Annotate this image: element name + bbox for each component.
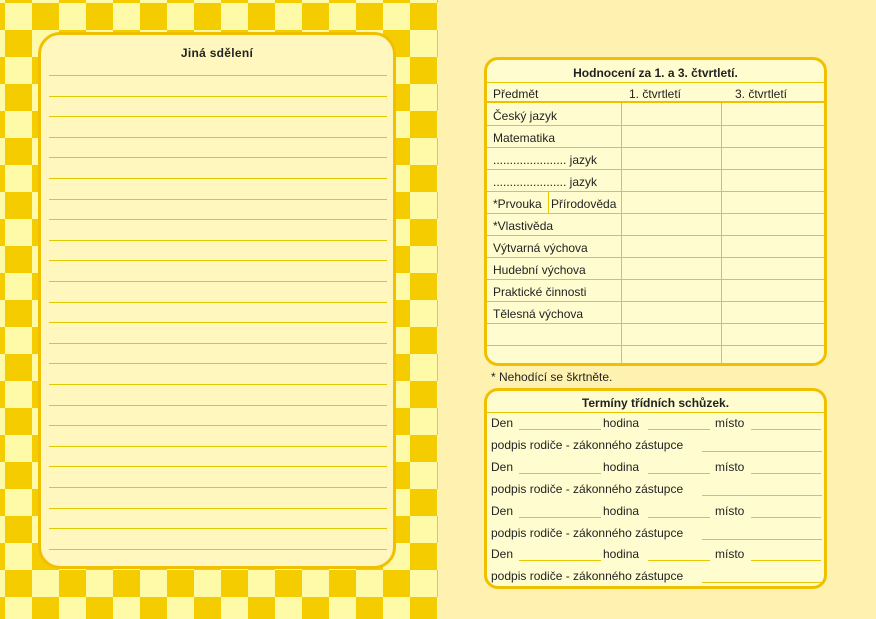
subject-prirodoveda[interactable]: Přírodověda (551, 197, 617, 211)
signature-label: podpis rodiče - zákonného zástupce (491, 438, 684, 452)
misto-label: místo (715, 416, 745, 430)
note-line[interactable] (49, 405, 387, 406)
misto-field[interactable] (751, 517, 821, 518)
footnote: * Nehodící se škrtněte. (491, 370, 613, 384)
subject-label: Praktické činnosti (493, 285, 587, 299)
signature-field[interactable] (702, 495, 822, 496)
note-line[interactable] (49, 199, 387, 200)
grade-cell-q1[interactable] (622, 170, 721, 191)
den-label: Den (491, 459, 514, 474)
grade-cell-q1[interactable] (622, 126, 721, 147)
note-line[interactable] (49, 96, 387, 97)
note-line[interactable] (49, 549, 387, 550)
den-field[interactable] (519, 429, 601, 430)
hodina-field[interactable] (648, 429, 710, 430)
header-subject: Předmět (493, 87, 539, 101)
signature-label: podpis rodiče - zákonného zástupce (491, 481, 684, 496)
misto-label: místo (715, 503, 745, 518)
subject-label: *Vlastivěda (493, 219, 554, 233)
header-q3: 3. čtvrtletí (735, 87, 788, 101)
subject-label: ...................... jazyk (493, 175, 598, 189)
den-field[interactable] (519, 473, 601, 474)
grade-cell-q1[interactable] (622, 148, 721, 169)
hodina-label: hodina (603, 459, 640, 474)
grade-cell-q3[interactable] (722, 236, 822, 257)
note-line[interactable] (49, 157, 387, 158)
den-label: Den (491, 503, 514, 518)
right-page (438, 0, 876, 619)
header-divider (487, 101, 824, 103)
hodina-label: hodina (603, 503, 640, 518)
grade-cell-q3[interactable] (722, 104, 822, 125)
den-label: Den (491, 416, 514, 430)
grade-cell-q1[interactable] (622, 324, 721, 345)
den-field[interactable] (519, 517, 601, 518)
note-line[interactable] (49, 446, 387, 447)
grade-cell-q1[interactable] (622, 192, 721, 213)
subject-label: ...................... jazyk (493, 153, 598, 167)
grades-title-divider (487, 82, 824, 83)
signature-field[interactable] (702, 539, 822, 540)
note-line[interactable] (49, 528, 387, 529)
grade-cell-q3[interactable] (722, 324, 822, 345)
hodina-label: hodina (603, 547, 640, 562)
grades-title: Hodnocení za 1. a 3. čtvrtletí. (573, 66, 738, 80)
header-q1: 1. čtvrtletí (629, 87, 682, 101)
subject-label: Hudební výchova (493, 263, 586, 277)
note-line[interactable] (49, 425, 387, 426)
subject-label: Matematika (493, 131, 556, 145)
note-line[interactable] (49, 343, 387, 344)
grade-cell-q3[interactable] (722, 170, 822, 191)
grade-cell-q3[interactable] (722, 258, 822, 279)
signature-label: podpis rodiče - zákonného zástupce (491, 569, 684, 584)
meetings-title-divider (487, 412, 824, 413)
grade-cell-q1[interactable] (622, 236, 721, 257)
note-line[interactable] (49, 384, 387, 385)
grade-cell-q3[interactable] (722, 214, 822, 235)
note-line[interactable] (49, 260, 387, 261)
misto-field[interactable] (751, 429, 821, 430)
hodina-field[interactable] (648, 473, 710, 474)
grade-cell-q1[interactable] (622, 258, 721, 279)
signature-field[interactable] (702, 582, 822, 583)
note-line[interactable] (49, 137, 387, 138)
grade-cell-q3[interactable] (722, 346, 822, 367)
note-line[interactable] (49, 281, 387, 282)
hodina-field[interactable] (648, 560, 710, 561)
den-field[interactable] (519, 560, 601, 561)
subject-label: Český jazyk (493, 109, 558, 123)
note-line[interactable] (49, 178, 387, 179)
misto-label: místo (715, 547, 745, 562)
note-line[interactable] (49, 363, 387, 364)
subject-label: Tělesná výchova (493, 307, 584, 321)
grade-cell-q3[interactable] (722, 302, 822, 323)
grade-cell-q1[interactable] (622, 214, 721, 235)
misto-field[interactable] (751, 473, 821, 474)
subject-label: Výtvarná výchova (493, 241, 588, 255)
hodina-field[interactable] (648, 517, 710, 518)
grade-cell-q3[interactable] (722, 192, 822, 213)
note-line[interactable] (49, 75, 387, 76)
subject-prvouka[interactable]: *Prvouka (493, 197, 542, 211)
grade-cell-q1[interactable] (622, 104, 721, 125)
grade-cell-q3[interactable] (722, 148, 822, 169)
meetings-panel (484, 388, 827, 589)
misto-label: místo (715, 459, 745, 474)
misto-field[interactable] (751, 560, 821, 561)
signature-label: podpis rodiče - zákonného zástupce (491, 525, 684, 540)
note-line[interactable] (49, 240, 387, 241)
signature-field[interactable] (702, 451, 822, 452)
grade-cell-q1[interactable] (622, 302, 721, 323)
grade-cell-q3[interactable] (722, 280, 822, 301)
note-line[interactable] (49, 487, 387, 488)
grade-cell-q1[interactable] (622, 346, 721, 367)
notes-title: Jiná sdělení (180, 46, 254, 60)
den-label: Den (491, 547, 514, 562)
note-line[interactable] (49, 116, 387, 117)
hodina-label: hodina (603, 416, 640, 430)
meetings-title: Termíny třídních schůzek. (581, 396, 730, 410)
notes-panel (38, 32, 396, 569)
note-line[interactable] (49, 322, 387, 323)
note-line[interactable] (49, 466, 387, 467)
grade-cell-q3[interactable] (722, 126, 822, 147)
note-line[interactable] (49, 219, 387, 220)
note-line[interactable] (49, 302, 387, 303)
split-divider (548, 192, 549, 214)
grade-cell-q1[interactable] (622, 280, 721, 301)
note-line[interactable] (49, 508, 387, 509)
grades-panel (484, 57, 827, 366)
